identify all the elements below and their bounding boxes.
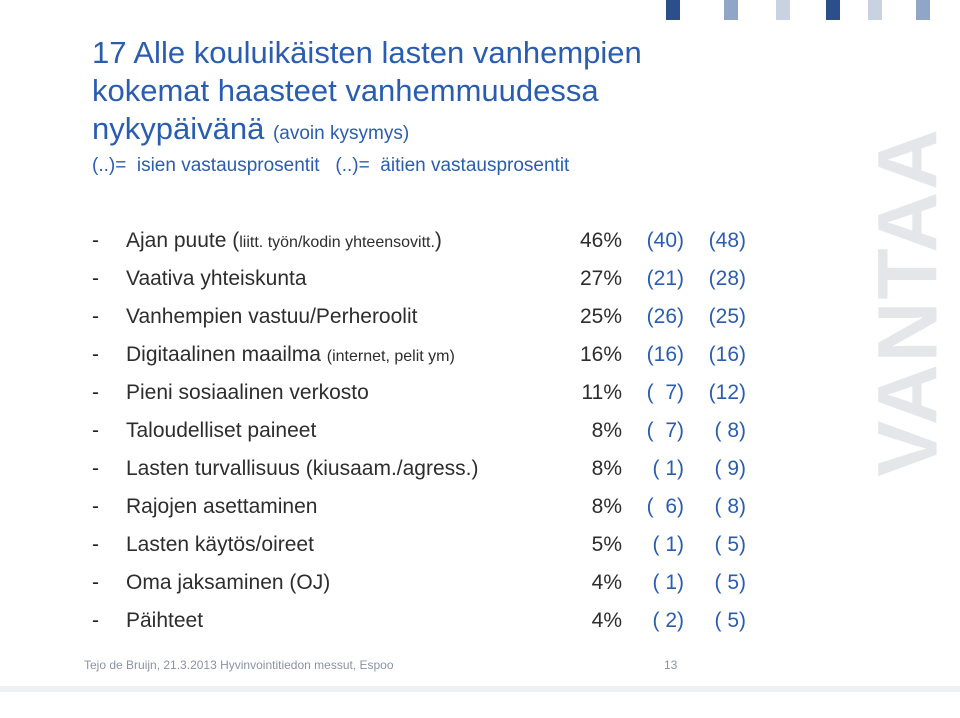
title-line-2: kokemat haasteet vanhemmuudessa xyxy=(92,73,599,108)
item-label xyxy=(126,564,330,602)
total-percent: 27% xyxy=(579,267,622,290)
bullet-dash: - xyxy=(92,495,99,518)
father-percent: ( 1) xyxy=(652,571,684,594)
item-label-text: Digitaalinen maailma xyxy=(126,343,327,366)
item-label-text: Taloudelliset paineet xyxy=(126,419,317,442)
list-item xyxy=(92,564,792,602)
title-line-1: 17 Alle kouluikäisten lasten vanhempien xyxy=(92,35,642,70)
father-percent: (21) xyxy=(646,267,684,290)
total-percent: 16% xyxy=(579,343,622,366)
mother-percent: ( 5) xyxy=(714,533,746,556)
item-label xyxy=(126,526,314,564)
mother-percent: (16) xyxy=(708,343,746,366)
mother-percent: (48) xyxy=(708,229,746,252)
item-label xyxy=(126,412,316,450)
bullet-dash: - xyxy=(92,305,99,328)
list-item xyxy=(92,602,792,640)
total-percent: 5% xyxy=(591,533,622,556)
total-percent: 8% xyxy=(591,457,622,480)
decor-square xyxy=(916,0,930,20)
list-item xyxy=(92,450,792,488)
footer-text: Tejo de Bruijn, 21.3.2013 Hyvinvointitiedon messut, Espoo xyxy=(84,658,394,672)
bullet-dash: - xyxy=(92,571,99,594)
item-label-text: Rajojen asettaminen xyxy=(126,495,318,518)
father-percent: (16) xyxy=(646,343,684,366)
list-item xyxy=(92,260,792,298)
decor-square xyxy=(724,0,738,20)
list-item xyxy=(92,298,792,336)
bullet-dash: - xyxy=(92,457,99,480)
item-label xyxy=(126,488,317,526)
list-item xyxy=(92,488,792,526)
item-label-text: Vaativa yhteiskunta xyxy=(126,267,307,290)
father-percent: ( 6) xyxy=(646,495,684,518)
item-label-note: liitt. työn/kodin yhteensovitt. xyxy=(239,234,435,251)
total-percent: 8% xyxy=(591,495,622,518)
total-percent: 25% xyxy=(579,305,622,328)
logo-text: VANTAA xyxy=(860,127,955,477)
total-percent: 4% xyxy=(591,609,622,632)
list-item xyxy=(92,526,792,564)
mother-percent: (28) xyxy=(708,267,746,290)
decor-square xyxy=(868,0,882,20)
slide-title xyxy=(92,34,852,153)
mother-percent: ( 8) xyxy=(714,495,746,518)
item-label xyxy=(126,260,307,298)
list-item xyxy=(92,336,792,374)
item-label xyxy=(126,298,417,336)
title-line-3 xyxy=(92,110,852,153)
item-label-text: Oma jaksaminen (OJ) xyxy=(126,571,331,594)
item-label-text: Ajan puute ( xyxy=(126,229,240,252)
item-label-text: Lasten käytös/oireet xyxy=(126,533,314,556)
mother-percent: ( 5) xyxy=(714,571,746,594)
mother-percent: (25) xyxy=(708,305,746,328)
bullet-dash: - xyxy=(92,229,99,252)
bullet-dash: - xyxy=(92,419,99,442)
list-item xyxy=(92,412,792,450)
father-percent: ( 2) xyxy=(652,609,684,632)
page-number: 13 xyxy=(664,658,678,672)
item-label xyxy=(126,602,203,640)
item-label-text: Pieni sosiaalinen verkosto xyxy=(126,381,369,404)
total-percent: 4% xyxy=(591,571,622,594)
item-label-end: ) xyxy=(434,229,442,252)
father-percent: ( 1) xyxy=(652,457,684,480)
bullet-dash: - xyxy=(92,609,99,632)
total-percent: 46% xyxy=(579,229,622,252)
mother-percent: ( 9) xyxy=(714,457,746,480)
total-percent: 8% xyxy=(591,419,622,442)
father-percent: ( 7) xyxy=(646,419,684,442)
item-label-text: Päihteet xyxy=(126,609,204,632)
father-percent: (40) xyxy=(646,229,684,252)
mother-percent: ( 5) xyxy=(714,609,746,632)
bullet-dash: - xyxy=(92,343,99,366)
total-percent: 11% xyxy=(581,381,622,404)
vantaa-logo xyxy=(858,92,958,512)
list-item xyxy=(92,222,792,260)
father-percent: ( 1) xyxy=(652,533,684,556)
bullet-dash: - xyxy=(92,533,99,556)
decor-square xyxy=(666,0,680,20)
bullet-dash: - xyxy=(92,267,99,290)
father-percent: ( 7) xyxy=(646,381,684,404)
decor-square xyxy=(826,0,840,20)
item-label xyxy=(126,222,442,262)
title-line-3-text: nykypäivänä xyxy=(92,111,265,146)
item-label-text: Lasten turvallisuus (kiusaam./agress.) xyxy=(126,457,479,480)
mother-percent: ( 8) xyxy=(714,419,746,442)
legend-subtitle: (..)= isien vastausprosentit (..)= äitien vastausprosentit xyxy=(92,155,570,176)
father-percent: (26) xyxy=(646,305,684,328)
item-label xyxy=(126,450,478,488)
item-label-note: (internet, pelit ym) xyxy=(326,348,455,365)
list-item xyxy=(92,374,792,412)
decor-square xyxy=(776,0,790,20)
title-note: (avoin kysymys) xyxy=(272,123,410,144)
mother-percent: (12) xyxy=(708,381,746,404)
item-label xyxy=(126,374,369,412)
footer-bar xyxy=(0,686,960,692)
bullet-dash: - xyxy=(92,381,99,404)
item-label xyxy=(126,336,455,376)
item-label-text: Vanhempien vastuu/Perheroolit xyxy=(126,305,418,328)
